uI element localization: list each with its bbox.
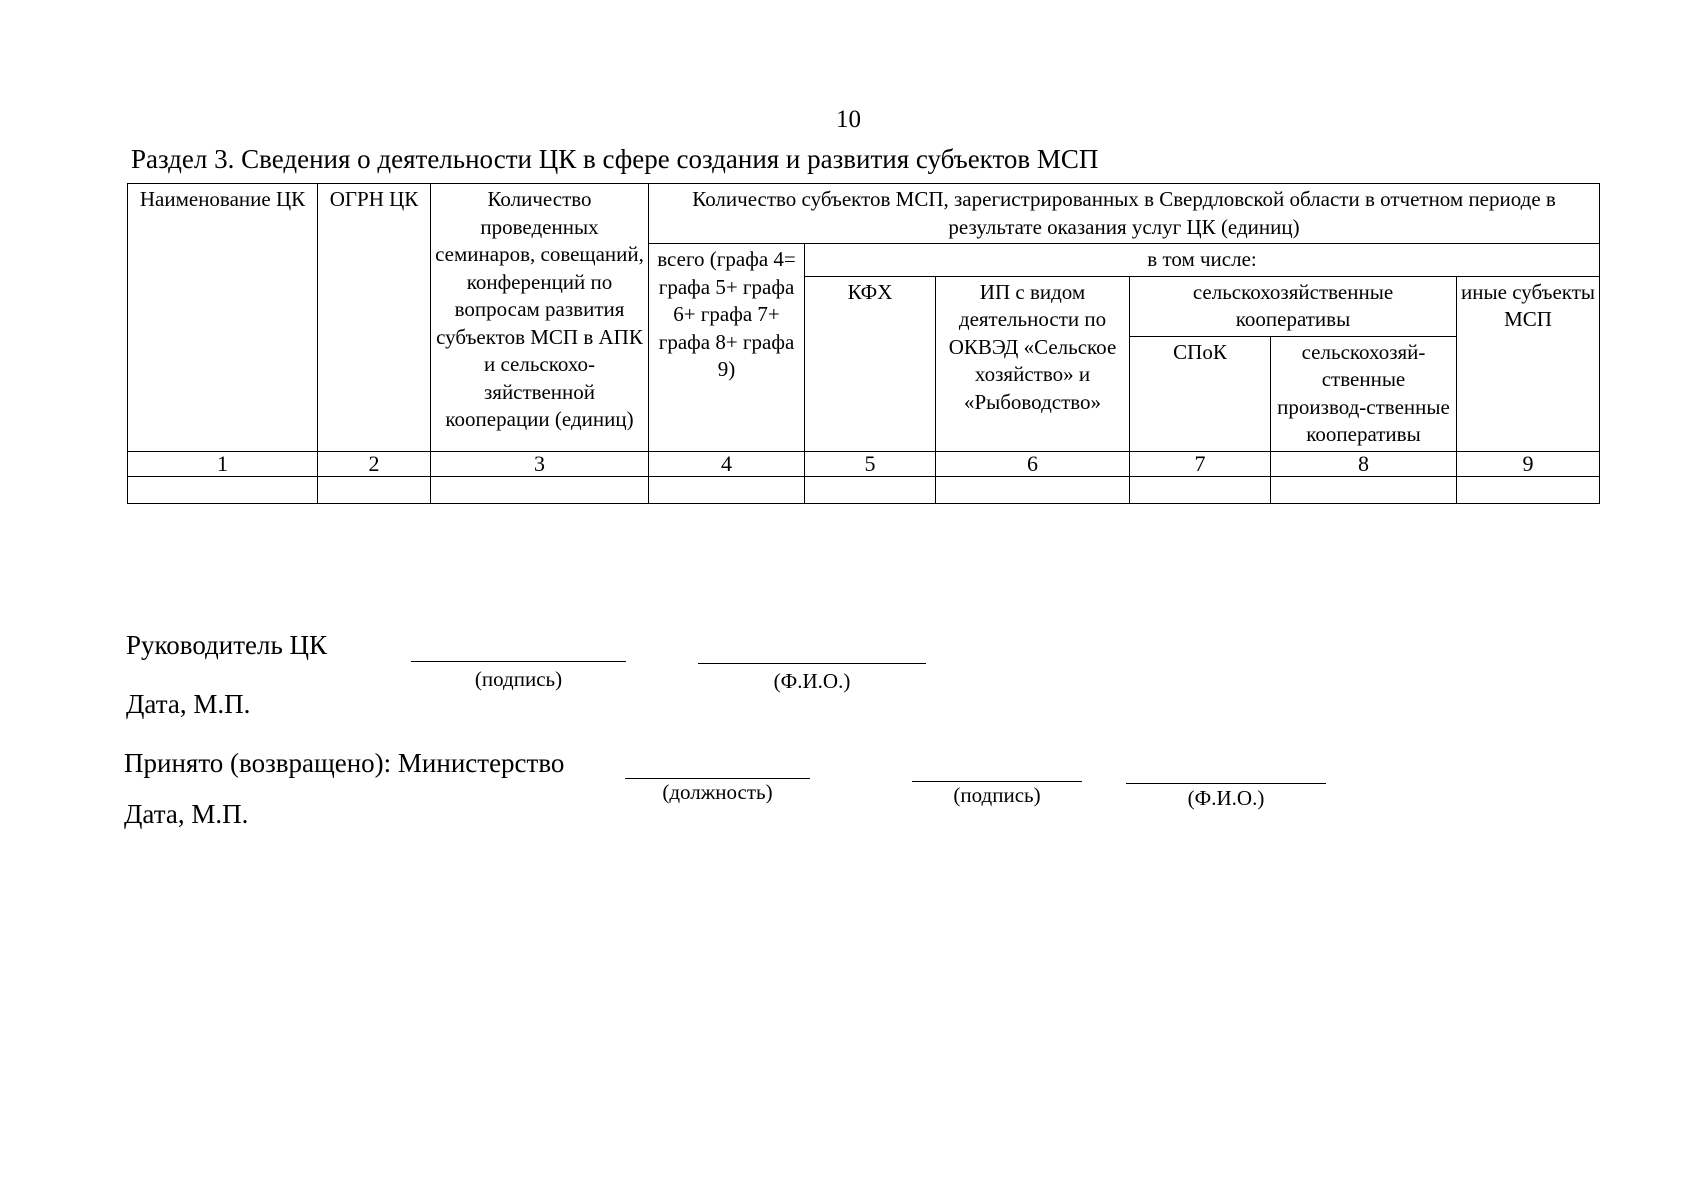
header-coops: сельскохозяйственные кооперативы [1130, 276, 1457, 336]
empty-cell[interactable] [936, 476, 1130, 503]
empty-cell[interactable] [128, 476, 318, 503]
empty-cell[interactable] [318, 476, 431, 503]
header-msp-group: Количество субъектов МСП, зарегистрированных в Свердловской области в отчетном периоде в результате оказания услуг ЦК (единиц) [649, 184, 1600, 244]
header-including: в том числе: [805, 244, 1600, 277]
header-other: иные субъекты МСП [1457, 276, 1600, 451]
empty-cell[interactable] [1271, 476, 1457, 503]
date-label-2: Дата, М.П. [124, 799, 249, 829]
column-number: 8 [1271, 451, 1457, 476]
header-spok: СПоК [1130, 336, 1271, 451]
fio-caption-2: (Ф.И.О.) [1187, 786, 1265, 810]
report-table [127, 183, 1600, 504]
header-prod-coops: сельскохозяй-ственные производ-ственные кооперативы [1271, 336, 1457, 451]
fio-line[interactable] [698, 663, 926, 664]
column-number: 1 [128, 451, 318, 476]
section-title: Раздел 3. Сведения о деятельности ЦК в сфере создания и развития субъектов МСП [131, 144, 1099, 174]
fio-line-2[interactable] [1126, 783, 1326, 784]
header-kfh: КФХ [805, 276, 936, 451]
column-number: 3 [431, 451, 649, 476]
column-number: 2 [318, 451, 431, 476]
column-number: 6 [936, 451, 1130, 476]
header-events-count: Количество проведенных семинаров, совещаний, конференций по вопросам развития субъектов МСП в АПК и сельскохо-зяйственной кооперации (единиц) [431, 184, 649, 452]
empty-cell[interactable] [649, 476, 805, 503]
empty-cell[interactable] [1130, 476, 1271, 503]
column-number: 7 [1130, 451, 1271, 476]
signature-line-2[interactable] [912, 781, 1082, 782]
column-number: 4 [649, 451, 805, 476]
signature-line[interactable] [411, 661, 626, 662]
header-ip: ИП с видом деятельности по ОКВЭД «Сельское хозяйство» и «Рыбоводство» [936, 276, 1130, 451]
column-number: 9 [1457, 451, 1600, 476]
fio-caption: (Ф.И.О.) [773, 669, 851, 693]
empty-cell[interactable] [1457, 476, 1600, 503]
head-label: Руководитель ЦК [126, 630, 328, 660]
header-name: Наименование ЦК [128, 184, 318, 452]
header-total: всего (графа 4= графа 5+ графа 6+ графа 7+ графа 8+ графа 9) [649, 244, 805, 452]
signature-caption-2: (подпись) [953, 783, 1041, 807]
empty-cell[interactable] [431, 476, 649, 503]
position-line[interactable] [625, 778, 810, 779]
header-ogrn: ОГРН ЦК [318, 184, 431, 452]
accepted-label: Принято (возвращено): Министерство [124, 748, 565, 778]
signature-caption: (подпись) [474, 667, 563, 691]
empty-cell[interactable] [805, 476, 936, 503]
data-row-empty [128, 476, 1600, 503]
position-caption: (должность) [662, 780, 773, 804]
column-number: 5 [805, 451, 936, 476]
date-label: Дата, М.П. [126, 689, 251, 719]
page-number: 10 [836, 106, 861, 133]
